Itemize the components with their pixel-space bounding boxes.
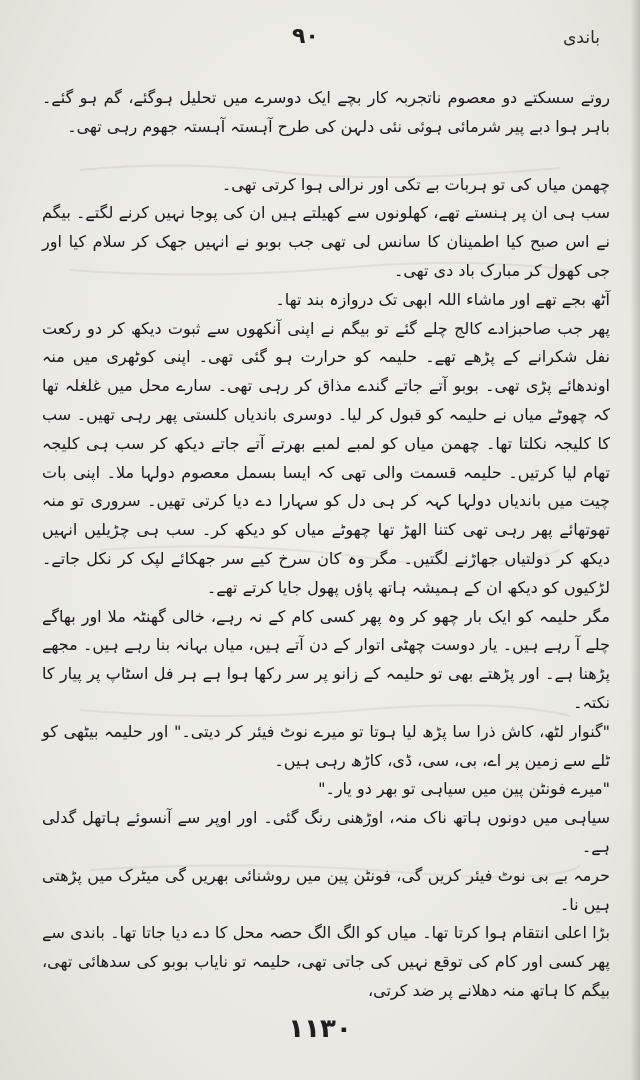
paragraph: پھر جب صاحبزادے کالج چلے گئے تو بیگم نے اپنی آنکھوں سے ثبوت دیکھ کر دو رکعت نفل شکرانے کے پڑھے تھے۔ حلیمہ کو حرارت ہو گئی تھی۔ اپنی کوٹھری میں منہ اوندھائے پڑی تھی۔ بوبو آتے جاتے گندے مذاق کر رہی تھی۔ سارے محل میں غلغلہ تھا کہ چھوٹے میاں نے حلیمہ کو قبول کر لیا۔ دوسری باندیاں کلستی پھر رہی تھیں۔ سب کا کلیجہ نکلتا تھا۔ چھمن میاں کو لمبے لمبے بھرتے آتے جاتے دیکھ کر سب ہی کلیجہ تھام لیا کرتیں۔ حلیمہ قسمت والی تھی کہ ایسا بسمل معصوم دولہا ملا۔ اپنی بات چیت میں باندیاں دولہا کہہ کر ہی دل کو سہارا دے دیا کرتی تھیں۔ سروری تو منہ تھوتھائے پھر رہی تھی کتنا الھڑ تھا چھوٹے میاں کو دیکھ کر۔ سب ہی چڑیلیں انہیں دیکھ کر دولتیاں جھاڑنے لگتیں۔ مگر وہ کان سرخ کیے سر جھکائے لپک کر نکل جاتے۔ لڑکیوں کو دیکھ ان کے ہمیشہ ہاتھ پاؤں پھول جایا کرتے تھے۔: [42, 318, 610, 597]
page-header: [0, 22, 640, 62]
paragraph: مگر حلیمہ کو ایک بار چھو کر وہ پھر کسی کام کے نہ رہے، خالی گھنٹہ ملا اور بھاگے چلے آ رہے ہیں۔ یار دوست چھٹی اتوار کے دن آتے ہیں، میاں بہانہ بنا رہے ہیں۔ مجھے پڑھنا ہے۔ اور پڑھتے بھی تو حلیمہ کے زانو پر سر رکھا ہوا ہے ہر فل اسٹاپ پر پیار کا نکتہ۔: [42, 606, 610, 712]
paragraph: بڑا اعلی انتقام ہوا کرتا تھا۔ میاں کو الگ الگ حصہ محل کا دے دیا جاتا تھا۔ باندی سے پھر کسی اور کام کی توقع نہیں کی جاتی تھی، حلیمہ تو نایاب بوبو کی سدھائی تھی، بیگم کا ہاتھ منہ دھلانے پر ضد کرتی،: [42, 923, 610, 1000]
paragraph: "گنوار لٹھ، کاش ذرا سا پڑھ لیا ہوتا تو میرے نوٹ فیئر کر دیتی۔" اور حلیمہ بیٹھی کو ٹلے سے زمین پر اے، بی، سی، ڈی، کاڑھ رہی ہیں۔: [42, 721, 610, 770]
paragraph: "میرے فونٹن پین میں سیاہی تو بھر دو یار۔": [318, 779, 610, 799]
paragraph: سیاہی میں دونوں ہاتھ ناک منہ، اوڑھنی رنگ گئی۔ اور اوپر سے آنسوئے ہاتھل گدلی ہے۔: [42, 808, 610, 856]
page-body: [42, 84, 610, 1006]
paragraph: چھمن میاں کی تو ہربات بے تکی اور نرالی ہوا کرتی تھی۔: [221, 174, 610, 194]
running-title: باندی: [563, 28, 600, 48]
paragraph: روتے سسکتے دو معصوم ناتجربہ کار بچے ایک دوسرے میں تحلیل ہوگئے، گم ہو گئے۔ باہر ہوا دبے پیر شرمائی ہوئی نئی دلہن کی طرح آہستہ آہستہ جھوم رہی تھی۔: [42, 88, 610, 136]
folio-number: ۱۱۳۰: [288, 1014, 352, 1044]
paragraph: حرمہ بے بی نوٹ فیئر کریں گی، فونٹن پین میں روشنائی بھریں گی میٹرک میں پڑھتی ہیں نا۔: [42, 865, 610, 914]
paragraph: سب ہی ان پر ہنستے تھے، کھلونوں سے کھیلتے ہیں ان کی پوجا نہیں کرنے لگتے۔ بیگم نے اس صبح کیا اطمینان کا سانس لی تھی جب بوبو نے انہیں جھک کر سلام کیا اور جی کھول کر مبارک باد دی تھی۔: [42, 203, 610, 280]
paragraph: آٹھ بجے تھے اور ماشاء اللہ ابھی تک دروازہ بند تھا۔: [275, 289, 610, 309]
page-number: ۹۰: [292, 24, 319, 49]
page-edge-shadow: [630, 0, 640, 1080]
